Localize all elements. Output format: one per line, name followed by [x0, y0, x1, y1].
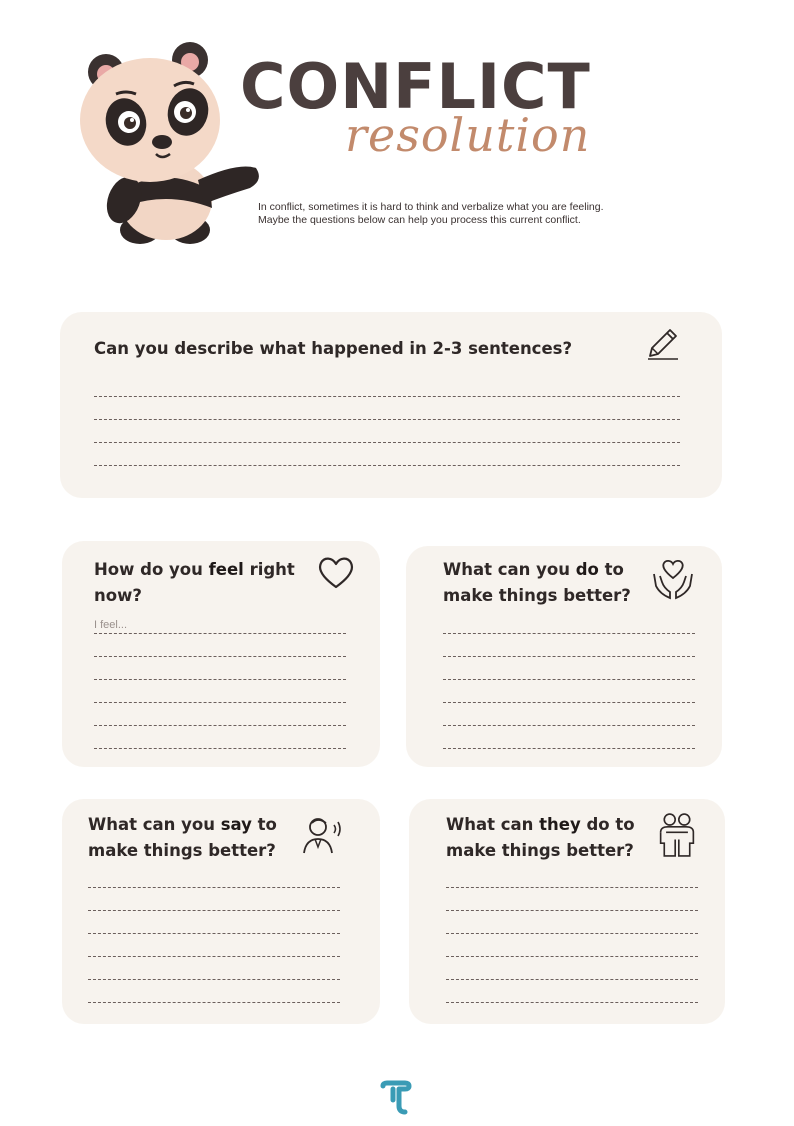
- two-people-hug-icon: [657, 811, 697, 859]
- describe-answer-lines[interactable]: [94, 374, 680, 466]
- feel-card: [62, 541, 380, 767]
- describe-question: Can you describe what happened in 2-3 sentences?: [94, 339, 573, 358]
- feel-question: How do you feel right now?: [94, 560, 295, 605]
- describe-card: [60, 312, 722, 498]
- brand-logo-icon: [379, 1080, 413, 1116]
- they-question: What can they do to make things better?: [446, 815, 635, 860]
- feel-prompt: I feel...: [94, 619, 128, 631]
- they-card: [409, 799, 725, 1024]
- they-answer-lines[interactable]: [446, 865, 698, 1003]
- speaking-person-icon: [300, 813, 344, 857]
- heart-icon: [316, 555, 356, 591]
- page-subtitle: resolution: [345, 108, 591, 162]
- say-answer-lines[interactable]: [88, 865, 340, 1003]
- pencil-icon: [642, 324, 682, 364]
- do-answer-lines[interactable]: [443, 611, 695, 749]
- intro-text: In conflict, sometimes it is hard to think and verbalize what you are feeling. Maybe the questions below can help you process this current conflict.: [258, 201, 604, 226]
- heart-hands-icon: [650, 556, 696, 602]
- say-question: What can you say to make things better?: [88, 815, 277, 860]
- page-title: CONFLICT: [240, 50, 591, 123]
- do-card: [406, 546, 722, 767]
- do-question: What can you do to make things better?: [443, 560, 631, 605]
- say-card: [62, 799, 380, 1024]
- feel-answer-lines[interactable]: [94, 611, 346, 749]
